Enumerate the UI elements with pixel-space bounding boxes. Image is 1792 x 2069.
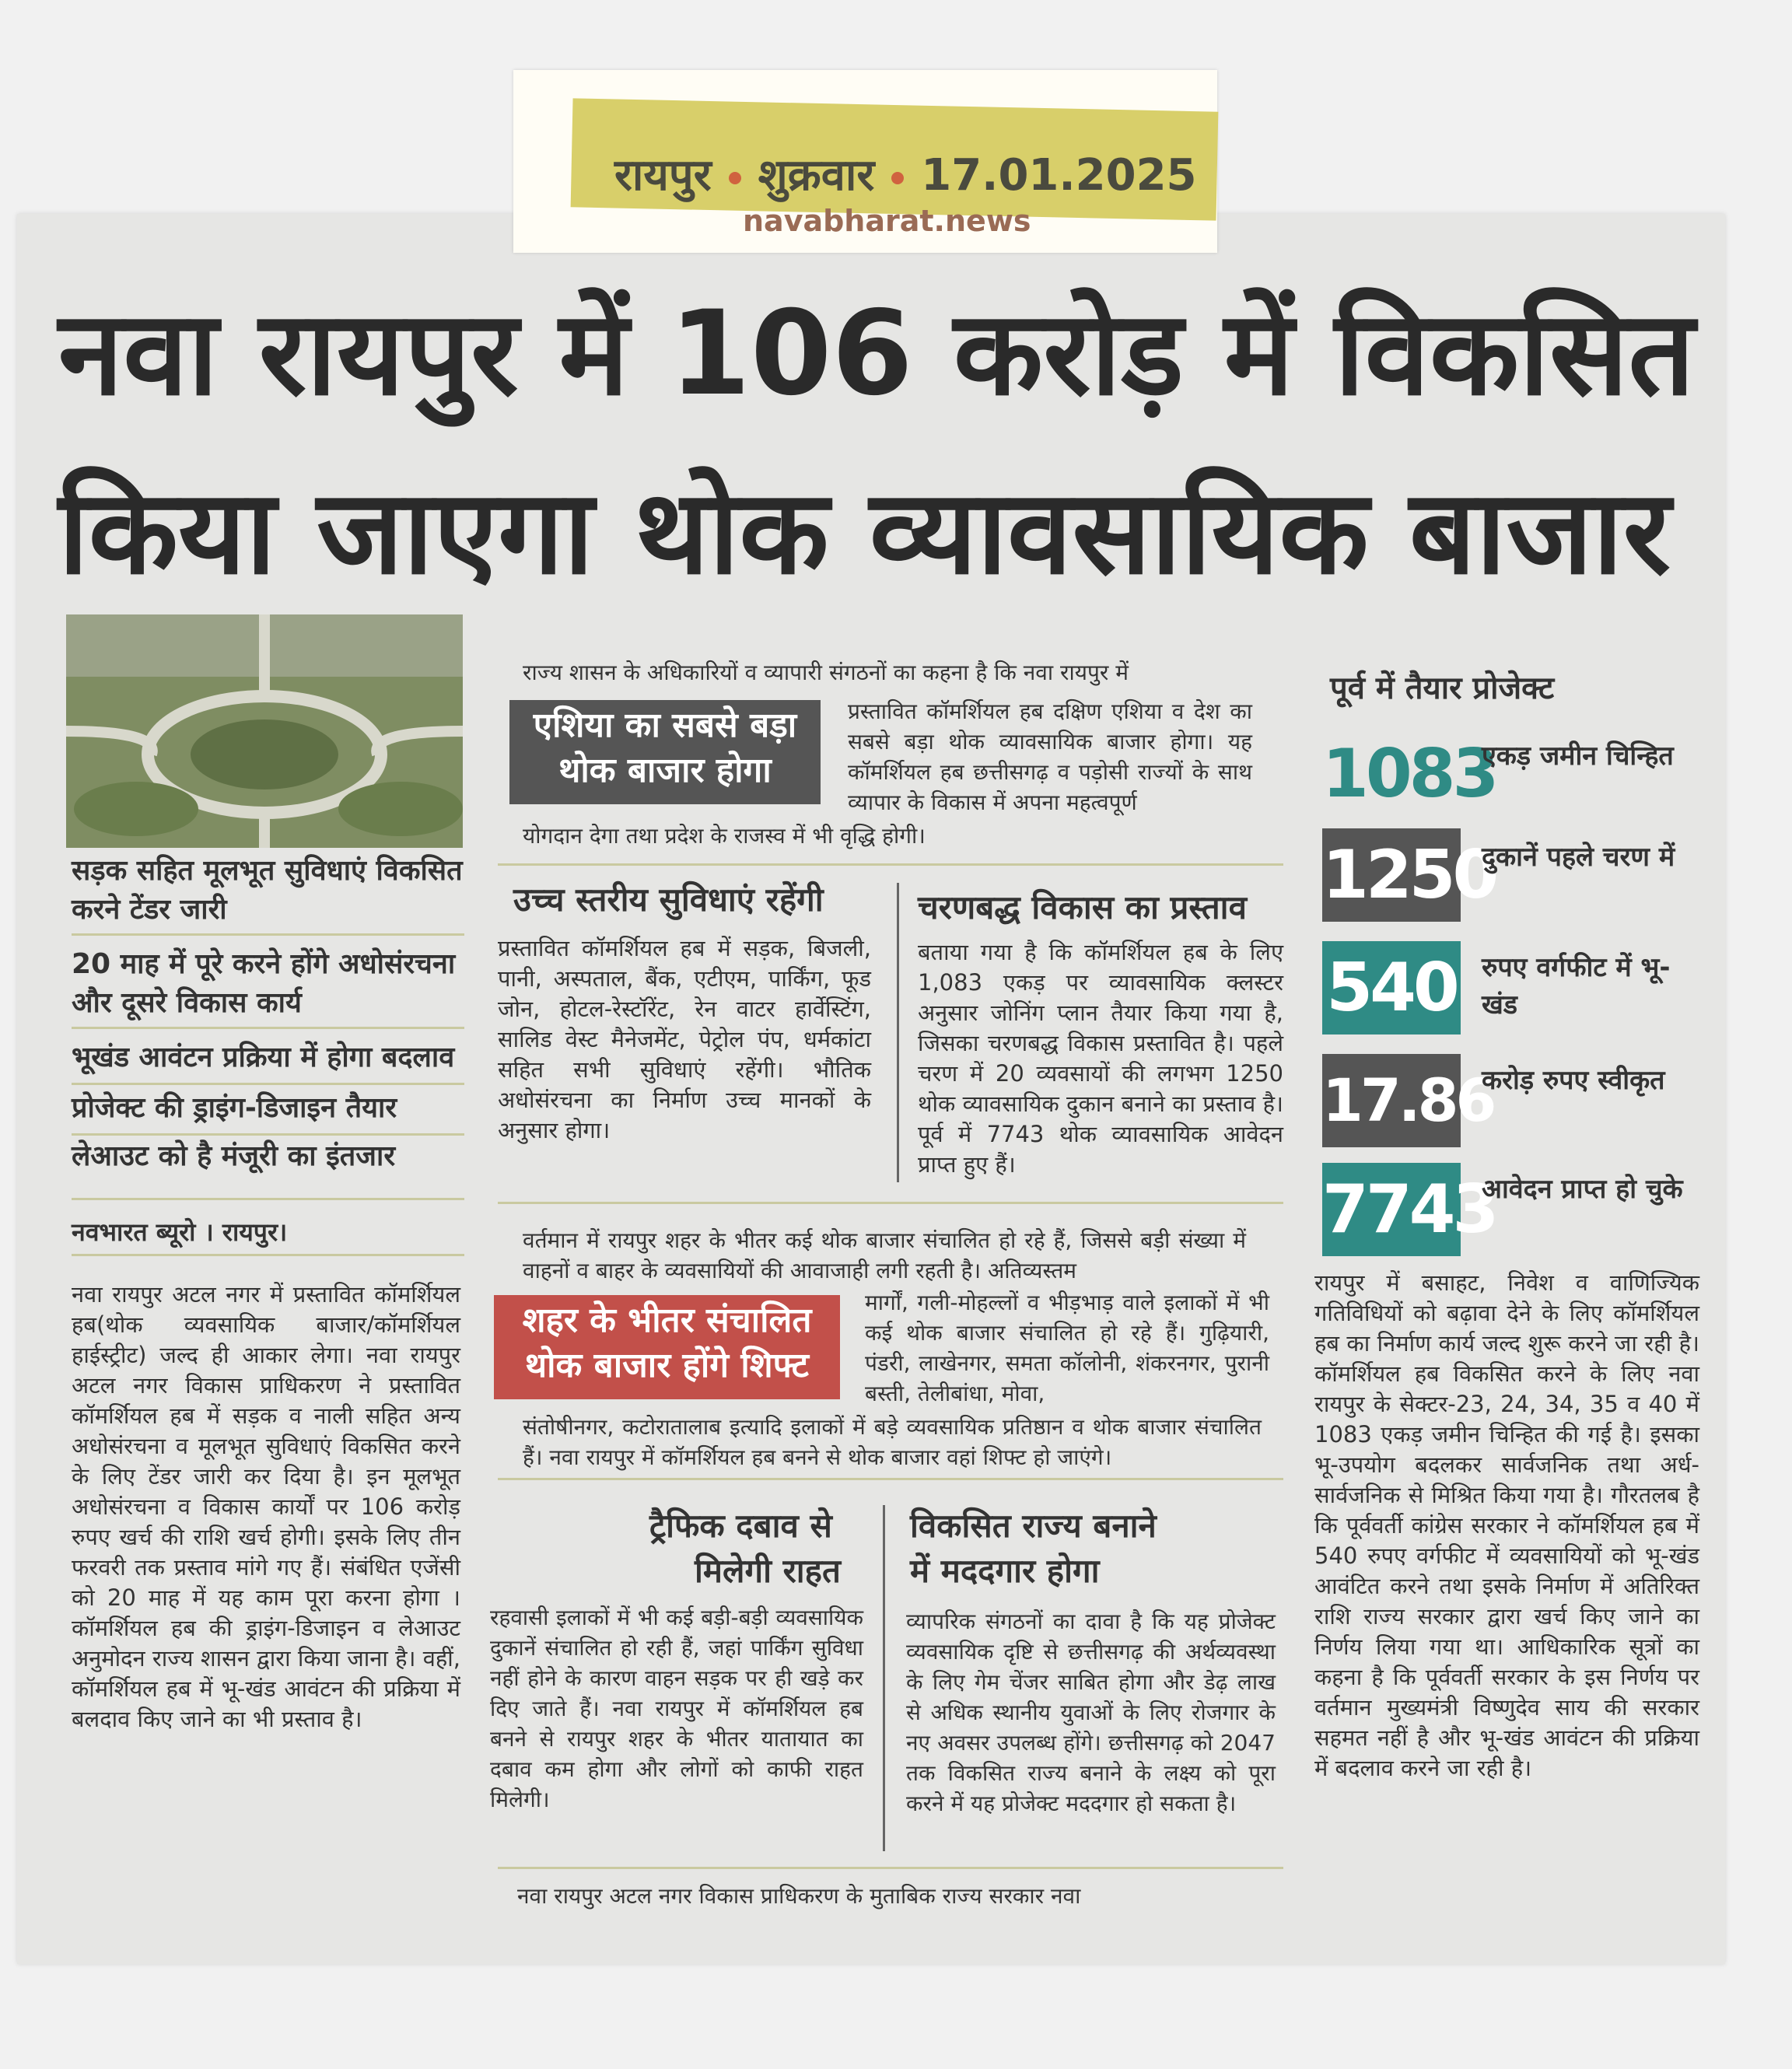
stats-title: पूर्व में तैयार प्रोजेक्ट <box>1330 670 1555 706</box>
tag-website: navabharat.news <box>743 204 1031 238</box>
left-article-body: नवा रायपुर अटल नगर में प्रस्तावित कॉमर्शियल हब(थोक व्यवसायिक बाजार/कॉमर्शियल हाईस्ट्रीट) जल्द ही आकार लेगा। नवा रायपुर अटल नगर विकास प्राधिकरण ने प्रस्तावित कॉमर्शियल हब में सड़क व नाली सहित अन्य अधोसंरचना व मूलभूत सुविधाएं विकसित करने के लिए टेंडर जारी कर दिया है। इन मूलभूत अधोसंरचना व विकास कार्यों पर 106 करोड़ रुपए खर्च की राशि खर्च होगी। इसके लिए तीन फरवरी तक प्रस्ताव मांगे गए हैं। संबंधित एजेंसी को 20 माह में यह काम पूरा करना होगा । कॉमर्शियल हब की ड्राइंग-डिजाइन व लेआउट अनुमोदन राज्य शासन द्वारा किया जाना है। वहीं, कॉमर्शियल हब में भू-खंड आवंटन की प्रक्रिया में बलदाव किए जाने का भी प्रस्ताव है। <box>72 1281 460 1732</box>
divider <box>498 1202 1283 1204</box>
stat-label: एकड़ जमीन चिन्हित <box>1482 740 1674 772</box>
aerial-road-photo <box>66 614 463 848</box>
divider <box>498 863 1283 866</box>
developed-title-1: विकसित राज्य बनाने <box>910 1507 1157 1545</box>
developed-title-2: में मददगार होगा <box>910 1552 1100 1590</box>
stat-value: 1083 <box>1322 735 1496 813</box>
stat-value: 17.86 <box>1322 1054 1461 1147</box>
asia-tail: योगदान देगा तथा प्रदेश के राजस्व में भी वृद्धि होगी। <box>523 823 926 849</box>
bullet-dot-icon <box>891 172 904 184</box>
divider <box>72 1027 464 1029</box>
subhead-20-months: 20 माह में पूरे करने होंगे अधोसंरचना और दूसरे विकास कार्य <box>72 948 456 1019</box>
stat-label: आवेदन प्राप्त हो चुके <box>1482 1174 1683 1205</box>
subhead-drawing: प्रोजेक्ट की ड्राइंग-डिजाइन तैयार <box>72 1092 397 1124</box>
shift-tail: संतोषीनगर, कटोरातालाब इत्यादि इलाकों में बड़े व्यवसायिक प्रतिष्ठान व थोक बाजार संचालित हैं। नवा रायपुर में कॉमर्शियल हब बनने से थोक बाजार वहां शिफ्ट हो जाएंगे। <box>523 1414 1262 1470</box>
subhead-tender: सड़क सहित मूलभूत सुविधाएं विकसित करने टेंडर जारी <box>72 855 463 926</box>
divider <box>72 1133 464 1136</box>
shift-intro: वर्तमान में रायपुर शहर के भीतर कई थोक बाजार संचालित हो रहे हैं, जिससे बड़ी संख्या में वाहनों व बाहर के व्यवसायियों की आवाजाही लगी रहती है। अतिव्यस्तम <box>523 1227 1246 1283</box>
stat-value: 7743 <box>1322 1163 1461 1256</box>
tag-city: रायपुर <box>614 150 712 201</box>
divider <box>72 933 464 936</box>
shift-text: मार्गों, गली-मोहल्लों व भीड़भाड़ वाले इलाकों में भी कई थोक बाजार संचालित हो रहे हैं। गुढ़ियारी, पंडरी, लाखेनगर, समता कॉलोनी, शंकरनगर, पुरानी बस्ती, तेलीबांधा, मोवा, <box>865 1290 1269 1406</box>
facilities-title: उच्च स्तरीय सुविधाएं रहेंगी <box>513 880 824 919</box>
traffic-text: रहवासी इलाकों में भी कई बड़ी-बड़ी व्यवसायिक दुकानें संचालित हो रही हैं, जहां पार्किंग सुविधा नहीं होने के कारण वाहन सड़क पर ही खड़े कर दिए जाते हैं। नवा रायपुर में कॉमर्शियल हब बनने से रायपुर शहर के भीतर यातायात का दबाव कम होगा और लोगों को काफी राहत मिलेगी। <box>490 1605 863 1812</box>
stat-label: दुकानें पहले चरण में <box>1482 842 1675 873</box>
stat-value: 540 <box>1322 941 1461 1034</box>
byline: नवभारत ब्यूरो । रायपुर। <box>72 1217 288 1247</box>
facilities-text: प्रस्तावित कॉमर्शियल हब में सड़क, बिजली, पानी, अस्पताल, बैंक, एटीएम, पार्किंग, फूड जोन, होटल-रेस्टॉरेंट, रेन वाटर हार्वेस्टिंग, सालिड वेस्ट मैनेजमेंट, पेट्रोल पंप, धर्मकांटा सहित सभी सुविधाएं रहेंगी। भौतिक अधोसंरचना का निर्माण उच्च मानकों के अनुसार होगा। <box>498 935 871 1143</box>
asia-highlight-box: एशिया का सबसे बड़ा थोक बाजार होगा <box>509 700 821 804</box>
developed-text: व्यापरिक संगठनों का दावा है कि यह प्रोजेक्ट व्यवसायिक दृष्टि से छत्तीसगढ़ की अर्थव्यवस्था के लिए गेम चेंजर साबित होगा और डेढ़ लाख से अधिक स्थानीय युवाओं के लिए रोजगार के नए अवसर उपलब्ध होंगे। छत्तीसगढ़ को 2047 तक विकसित राज्य बनाने के लक्ष्य को पूरा करने में यह प्रोजेक्ट मददगार हो सकता है। <box>906 1609 1276 1816</box>
bullet-dot-icon <box>729 172 741 184</box>
divider <box>72 1254 464 1256</box>
divider <box>498 1478 1283 1480</box>
column-divider <box>883 1505 885 1851</box>
shift-highlight-box: शहर के भीतर संचालित थोक बाजार होंगे शिफ्ट <box>494 1295 840 1399</box>
right-article-body: रायपुर में बसाहट, निवेश व वाणिज्यिक गतिविधियों को बढ़ावा देने के लिए कॉमर्शियल हब का निर्माण कार्य जल्द शुरू करने जा रही है। कॉमर्शियल हब विकसित करने के लिए नवा रायपुर के सेक्टर-23, 24, 34, 35 व 40 में 1083 एकड़ जमीन चिन्हित की गई है। इसका भू-उपयोग बदलकर सार्वजनिक तथा अर्ध-सार्वजनिक से मिश्रित किया गया है। गौरतलब है कि पूर्ववर्ती कांग्रेस सरकार ने कॉमर्शियल हब में 540 रुपए वर्गफीट में व्यवसायियों को भू-खंड आवंटित करने तथा इसके निर्माण में अतिरिक्त राशि राज्य सरकार द्वारा खर्च किए जाने का निर्णय लिया गया था। आधिकारिक सूत्रों का कहना है कि पूर्ववर्ती सरकार के इस निर्णय पर वर्तमान मुख्यमंत्री विष्णुदेव साय की सरकार सहमत नहीं है और भू-खंड आवंटन की प्रक्रिया में बदलाव करने जा रही है। <box>1314 1269 1699 1781</box>
headline-line-2: किया जाएगा थोक व्यावसायिक बाजार <box>58 465 1671 600</box>
subhead-allotment: भूखंड आवंटन प्रक्रिया में होगा बदलाव <box>72 1042 455 1073</box>
asia-text: प्रस्तावित कॉमर्शियल हब दक्षिण एशिया व देश का सबसे बड़ा थोक व्यावसायिक बाजार होगा। यह कॉमर्शियल हब छत्तीसगढ़ व पड़ोसी राज्यों के साथ व्यापार के विकास में अपना महत्वपूर्ण <box>848 698 1252 815</box>
tag-day: शुक्रवार <box>758 150 875 201</box>
phased-text: बताया गया है कि कॉमर्शियल हब के लिए 1,083 एकड़ पर व्यावसायिक क्लस्टर अनुसार जोनिंग प्लान तैयार किया गया है, जिसका चरणबद्ध विकास प्रस्तावित है। पहले चरण में 20 व्यवसायों की लगभग 1250 थोक व्यावसायिक दुकान बनाने का प्रस्ताव है। पूर्व में 7743 थोक व्यावसायिक आवेदन प्राप्त हुए हैं। <box>918 939 1283 1178</box>
traffic-title-2: मिलेगी राहत <box>695 1552 841 1590</box>
headline-line-1: नवा रायपुर में 106 करोड़ में विकसित <box>58 286 1695 422</box>
divider <box>72 1198 464 1200</box>
bottom-line: नवा रायपुर अटल नगर विकास प्राधिकरण के मुताबिक राज्य सरकार नवा <box>517 1883 1081 1909</box>
phased-title: चरणबद्ध विकास का प्रस्ताव <box>918 888 1247 926</box>
subhead-layout: लेआउट को है मंजूरी का इंतजार <box>72 1140 396 1172</box>
tag-date: 17.01.2025 <box>921 150 1197 201</box>
column-divider <box>897 883 899 1182</box>
divider <box>498 1867 1283 1869</box>
stat-value: 1250 <box>1322 828 1461 922</box>
date-tag-line <box>614 144 1197 203</box>
asia-intro: राज्य शासन के अधिकारियों व व्यापारी संगठनों का कहना है कि नवा रायपुर में <box>523 660 1129 685</box>
stat-label: रुपए वर्गफीट में भू-खंड <box>1482 952 1671 1020</box>
stat-label: करोड़ रुपए स्वीकृत <box>1482 1065 1665 1096</box>
traffic-title-1: ट्रैफिक दबाव से <box>649 1507 832 1545</box>
divider <box>72 1083 464 1085</box>
